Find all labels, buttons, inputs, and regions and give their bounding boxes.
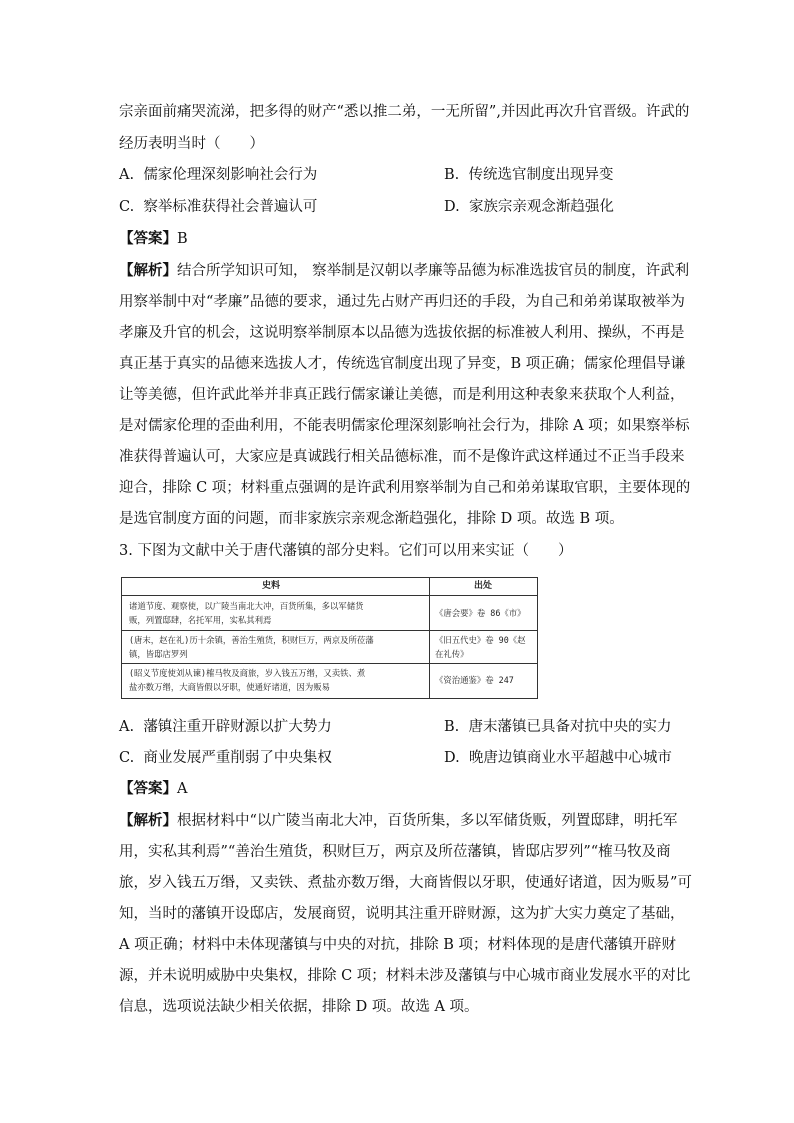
table-column-divider [429, 578, 430, 698]
q3-option-a-letter: A. [119, 719, 135, 735]
table-header-divider [122, 595, 537, 596]
q3-option-d-letter: D. [444, 750, 460, 766]
q2-option-d [444, 197, 614, 217]
q3-option-d [444, 748, 672, 768]
q3-option-b-text: 唐末藩镇已具备对抗中央的实力 [468, 719, 672, 735]
table-row-2-text-line-1: (唐末，赵在礼)历十余镇，善治生殖货，积财巨万，两京及所莅藩 [129, 635, 374, 645]
q2-stem-line-2: 经历表明当时（ ） [119, 136, 264, 152]
q3-analysis-label: 【解析】 [119, 812, 177, 829]
table-row-2-text-line-2: 镇，皆邸店罗列 [129, 649, 188, 659]
q3-answer-value: A [177, 781, 188, 797]
table-header-source: 出处 [474, 581, 493, 591]
table-row-divider-2 [122, 663, 537, 664]
q3-option-d-text: 晚唐边镇商业水平超越中心城市 [468, 750, 672, 766]
q3-option-a [119, 717, 332, 737]
q3-analysis-line-4: 知，当时的藩镇开设邸店，发展商贸，说明其注重开辟财源，这为扩大实力奠定了基础， [119, 906, 685, 922]
table-row-3-text-line-2: 盐亦数万缗，大商皆假以牙职，使通好诸道，因为贩易 [129, 682, 330, 692]
q2-answer-value: B [177, 231, 188, 247]
q3-analysis-line-6: 源，并未说明威胁中央集权，排除 C 项；材料未涉及藩镇与中心城市商业发展水平的对比 [119, 968, 691, 984]
q2-answer [119, 229, 188, 249]
q3-analysis-line-3: 旅，岁入钱五万缗，又卖铁、煮盐亦数万缗，大商皆假以牙职，使通好诸道，因为贩易”可 [119, 875, 692, 891]
q3-answer-label: 【答案】 [119, 780, 177, 797]
q3-analysis-line-5: A 项正确；材料中未体现藩镇与中央的对抗，排除 B 项；材料体现的是唐代藩镇开辟财 [119, 937, 676, 953]
q2-option-d-letter: D. [444, 199, 460, 215]
table-row-1-source: 《唐会要》卷 86《市》 [435, 608, 526, 618]
q2-analysis-line-6: 是对儒家伦理的歪曲利用，不能表明儒家伦理深刻影响社会行为，排除 A 项；如果察举标 [119, 418, 690, 434]
q3-option-b-letter: B. [444, 719, 460, 735]
q2-option-d-text: 家族宗亲观念渐趋强化 [468, 199, 614, 215]
q2-option-c-letter: C. [119, 199, 135, 215]
table-header-text: 史料 [262, 581, 281, 591]
q2-analysis-line-8: 迎合，排除 C 项；材料重点强调的是许武利用察举制为自己和弟弟谋取官职，主要体现的 [119, 480, 691, 496]
q3-option-c [119, 748, 332, 768]
q3-analysis-line-2: 用，实私其利焉”“善治生殖货，积财巨万，两京及所莅藩镇，皆邸店罗列”“榷马牧及商 [119, 844, 671, 860]
table-row-3-text-line-1: (昭义节度使刘从谏)榷马牧及商旅，岁入钱五万缗，又卖铁、煮 [129, 668, 366, 678]
q3-answer [119, 779, 187, 799]
q3-option-c-letter: C. [119, 750, 135, 766]
q2-analysis-line-3: 孝廉及升官的机会，这说明察举制原本以品德为选拔依据的标准被人利用、操纵，不再是 [119, 325, 685, 341]
q2-option-b-text: 传统选官制度出现异变 [468, 167, 614, 183]
table-row-1-text-line-2: 贩，列置邸肆，名托军用，实私其利焉 [129, 615, 272, 625]
q3-source-table [121, 577, 538, 699]
table-row-2-source-line-1: 《旧五代史》卷 90《赵 [435, 635, 526, 645]
table-row-3-source: 《资治通鉴》卷 247 [435, 675, 514, 685]
q2-option-b-letter: B. [444, 167, 460, 183]
table-row-divider-1 [122, 630, 537, 631]
q2-analysis-text-1: 结合所学知识可知， 察举制是汉朝以孝廉等品德为标准选拔官员的制度，许武利 [177, 263, 690, 279]
q2-answer-label: 【答案】 [119, 230, 177, 247]
q2-analysis-line-5: 让等美德，但许武此举并非真正践行儒家谦让美德，而是利用这种表象来获取个人利益， [119, 387, 685, 403]
q3-stem: 3. 下图为文献中关于唐代藩镇的部分史料。它们可以用来实证（ ） [119, 543, 573, 559]
q3-analysis-line-1 [119, 811, 679, 831]
q2-stem-line-1: 宗亲面前痛哭流涕，把多得的财产“悉以推二弟，一无所留”,并因此再次升官晋级。许武的 [119, 104, 690, 120]
q3-option-a-text: 藩镇注重开辟财源以扩大势力 [143, 719, 332, 735]
table-row-2-source-line-2: 在礼传》 [435, 649, 469, 659]
q3-analysis-line-7: 信息，选项说法缺少相关依据，排除 D 项。故选 A 项。 [119, 999, 479, 1015]
q2-analysis-label: 【解析】 [119, 262, 177, 279]
q2-option-c [119, 197, 317, 217]
q3-option-b [444, 717, 671, 737]
q2-analysis-line-2: 用察举制中对“孝廉”品德的要求，通过先占财产再归还的手段，为自己和弟弟谋取被举为 [119, 294, 685, 310]
q2-option-c-text: 察举标准获得社会普遍认可 [143, 199, 318, 215]
q2-analysis-line-9: 是选官制度方面的问题，而非家族宗亲观念渐趋强化，排除 D 项。故选 B 项。 [119, 511, 624, 527]
q2-option-a-text: 儒家伦理深刻影响社会行为 [143, 167, 318, 183]
q2-option-a [119, 165, 317, 185]
q2-option-b [444, 165, 613, 185]
table-row-1-text-line-1: 诸道节度、观察使，以广陵当南北大冲，百货所集，多以军储货 [129, 601, 364, 611]
q2-option-a-letter: A. [119, 167, 135, 183]
q3-analysis-text-1: 根据材料中“以广陵当南北大冲，百货所集，多以军储货贩，列置邸肆，明托军 [177, 813, 678, 829]
q3-option-c-text: 商业发展严重削弱了中央集权 [143, 750, 332, 766]
q2-analysis-line-1 [119, 261, 690, 281]
q2-analysis-line-7: 准获得普遍认可，大家应是真诚践行相关品德标准，而不是像许武这样通过不正当手段来 [119, 449, 685, 465]
q2-analysis-line-4: 真正基于真实的品德来选拔人才，传统选官制度出现了异变，B 项正确；儒家伦理倡导谦 [119, 356, 686, 372]
